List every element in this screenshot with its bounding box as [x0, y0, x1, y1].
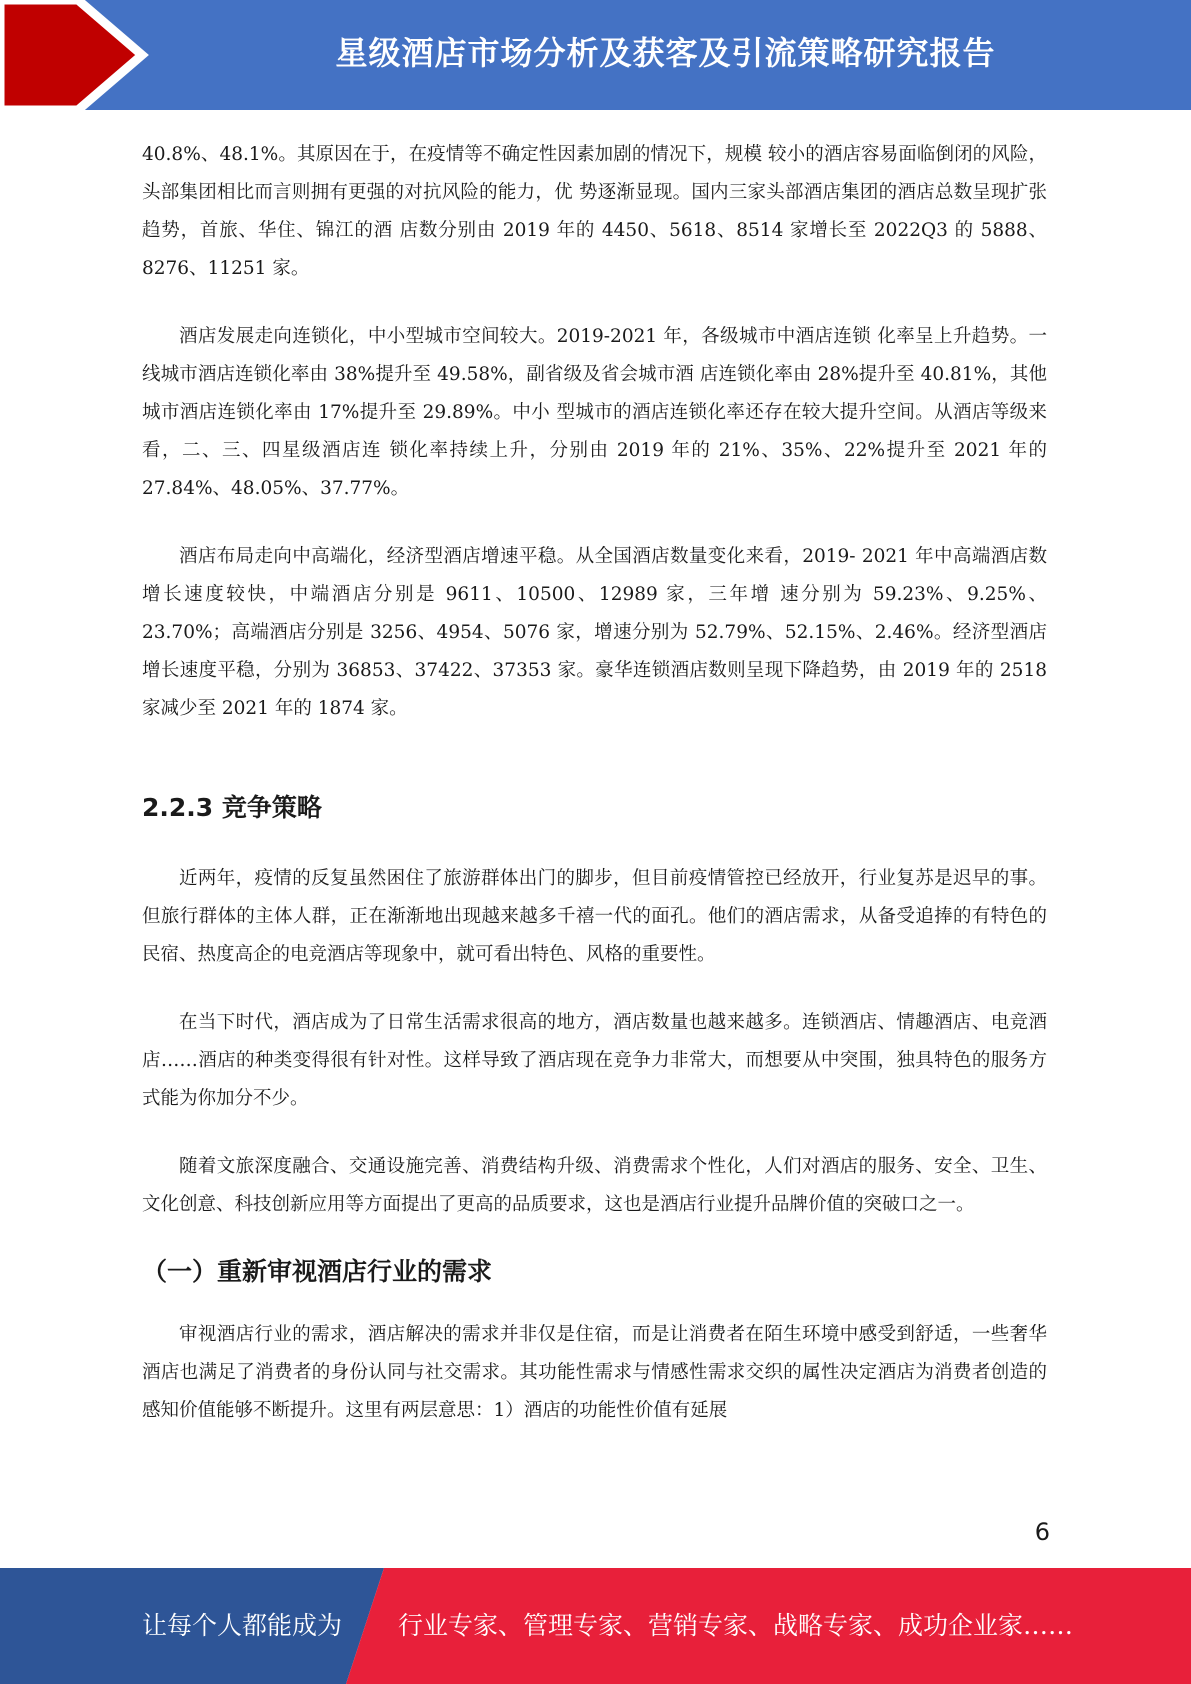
main-content — [142, 136, 1047, 1430]
paragraph-7: 审视酒店行业的需求，酒店解决的需求并非仅是住宿，而是让消费者在陌生环境中感受到舒适，一些奢华酒店也满足了消费者的身份认同与社交需求。其功能性需求与情感性需求交织的属性决定酒店为消费者创造的感知价值能够不断提升。这里有两层意思：1）酒店的功能性价值有延展 — [142, 1324, 1047, 1421]
paragraph-1: 40.8%、48.1%。其原因在于，在疫情等不确定性因素加剧的情况下，规模 较小的酒店容易面临倒闭的风险，头部集团相比而言则拥有更强的对抗风险的能力，优 势逐渐显现。国内三家头部酒店集团的酒店总数呈现扩张趋势，首旅、华住、锦江的酒 店数分别由 2019 年的 4450、5618、8514 家增长至 2022Q3 的 5888、8276、11251 家。 — [142, 144, 1047, 279]
paragraph-6: 随着文旅深度融合、交通设施完善、消费结构升级、消费需求个性化，人们对酒店的服务、安全、卫生、文化创意、科技创新应用等方面提出了更高的品质要求，这也是酒店行业提升品牌价值的突破口之一。 — [142, 1156, 1047, 1215]
footer-slogan-right: 行业专家、管理专家、营销专家、战略专家、成功企业家…… — [398, 1611, 1074, 1640]
paragraph-5: 在当下时代，酒店成为了日常生活需求很高的地方，酒店数量也越来越多。连锁酒店、情趣酒店、电竞酒店……酒店的种类变得很有针对性。这样导致了酒店现在竞争力非常大，而想要从中突围，独具特色的服务方式能为你加分不少。 — [142, 1012, 1047, 1109]
footer-slogan-left: 让每个人都能成为 — [142, 1611, 343, 1640]
page-number: 6 — [1034, 1518, 1050, 1546]
page-header — [0, 0, 1191, 110]
page-footer — [0, 1568, 1191, 1684]
section-heading: 2.2.3 竞争策略 — [142, 793, 322, 822]
header-title: 星级酒店市场分析及获客及引流策略研究报告 — [335, 34, 996, 72]
paragraph-4: 近两年，疫情的反复虽然困住了旅游群体出门的脚步，但目前疫情管控已经放开，行业复苏是迟早的事。但旅行群体的主体人群，正在渐渐地出现越来越多千禧一代的面孔。他们的酒店需求，从备受追捧的有特色的民宿、热度高企的电竞酒店等现象中，就可看出特色、风格的重要性。 — [142, 868, 1047, 965]
sub-heading: （一）重新审视酒店行业的需求 — [142, 1257, 493, 1286]
paragraph-2: 酒店发展走向连锁化，中小型城市空间较大。2019-2021 年，各级城市中酒店连锁 化率呈上升趋势。一线城市酒店连锁化率由 38%提升至 49.58%，副省级及省会城市酒 店连锁化率由 28%提升至 40.81%，其他城市酒店连锁化率由 17%提升至 29.89%。中小 型城市的酒店连锁化率还存在较大提升空间。从酒店等级来看，二、三、四星级酒店连 锁化率持续上升，分别由 2019 年的 21%、35%、22%提升至 2021 年的 27.84%、48.05%、37.77%。 — [142, 326, 1047, 499]
paragraph-3: 酒店布局走向中高端化，经济型酒店增速平稳。从全国酒店数量变化来看，2019- 2021 年中高端酒店数增长速度较快，中端酒店分别是 9611、10500、12989 家，三年增 速分别为 59.23%、9.25%、23.70%；高端酒店分别是 3256、4954、5076 家，增速分别为 52.79%、52.15%、2.46%。经济型酒店增长速度平稳，分别为 36853、37422、37353 家。豪华连锁酒店数则呈现下降趋势，由 2019 年的 2518 家减少至 2021 年的 1874 家。 — [142, 546, 1047, 719]
